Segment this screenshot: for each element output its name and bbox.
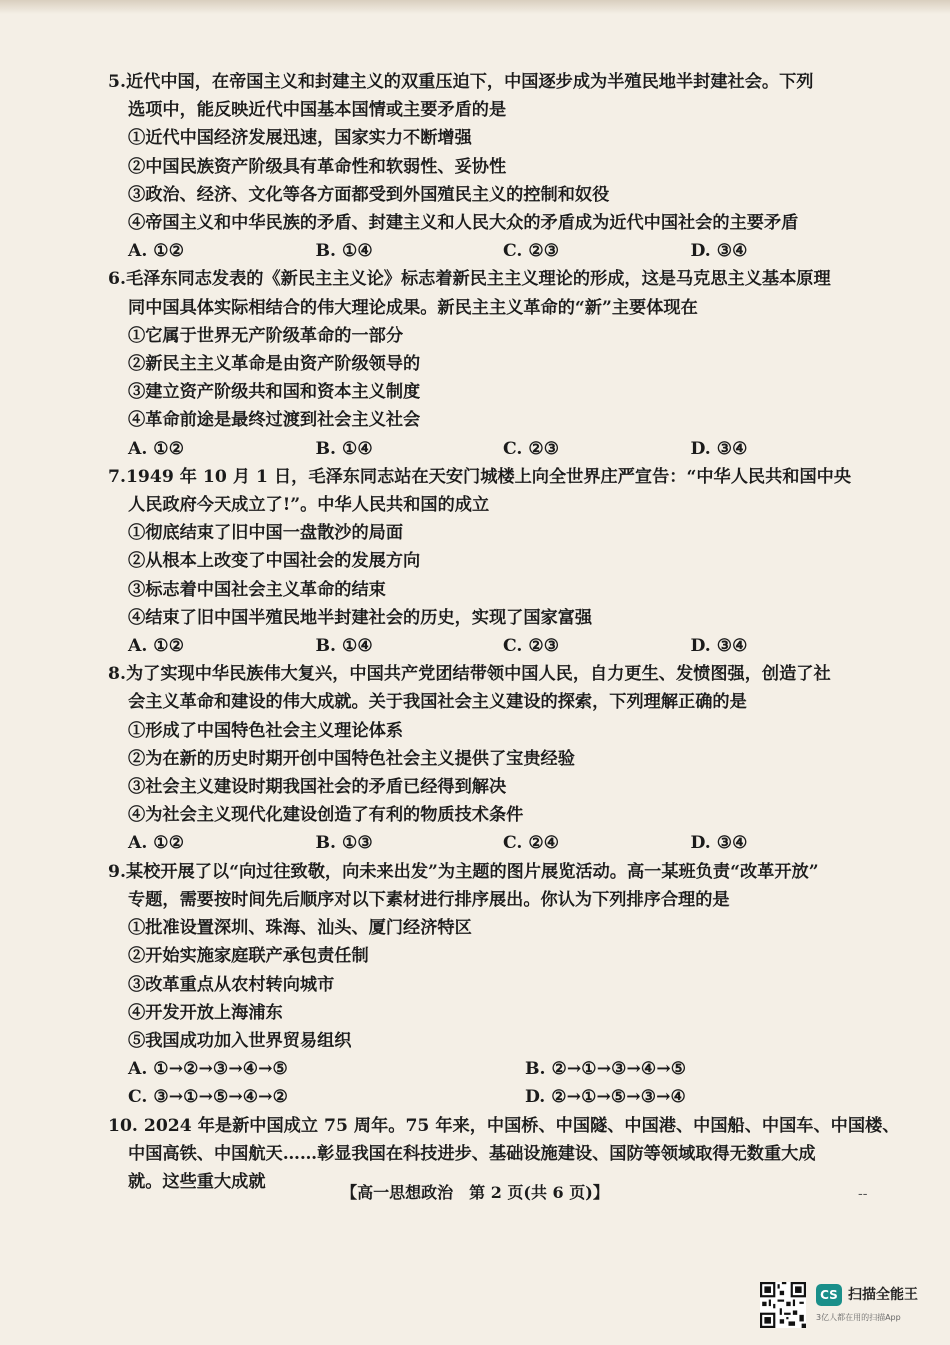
question-5	[108, 68, 878, 265]
option-item: ③建立资产阶级共和国和资本主义制度	[128, 382, 421, 403]
option-item: ④结束了旧中国半殖民地半封建社会的历史，实现了国家富强	[128, 607, 593, 628]
choice-d: D. ③④	[690, 241, 748, 262]
question-stem-line: 就。这些重大成就	[128, 1171, 266, 1192]
option-item: ②中国民族资产阶级具有革命性和软弱性、妥协性	[128, 156, 507, 177]
choice-d: D. ③④	[690, 833, 748, 854]
answer-choices	[108, 632, 878, 660]
question-stem-line: 选项中，能反映近代中国基本国情或主要矛盾的是	[128, 100, 507, 121]
answer-choices	[108, 829, 878, 857]
option-item: ①它属于世界无产阶级革命的一部分	[128, 325, 404, 346]
choice-a: A. ①②	[128, 438, 185, 459]
choice-b: B. ①④	[315, 636, 373, 657]
question-stem-line: 会主义革命和建设的伟大成就。关于我国社会主义建设的探索，下列理解正确的是	[128, 692, 747, 713]
option-item: ④为社会主义现代化建设创造了有利的物质技术条件	[128, 805, 524, 826]
question-7	[108, 463, 878, 660]
choice-b: B. ②→①→③→④→⑤	[525, 1059, 687, 1080]
option-item: ④开发开放上海浦东	[128, 1002, 283, 1023]
question-stem-line: 9.某校开展了以“向过往致敬，向未来出发”为主题的图片展览活动。高一某班负责“改革开放”	[108, 861, 819, 882]
choice-d: D. ③④	[690, 636, 748, 657]
watermark-tagline: 3亿人都在用的扫描App	[816, 1313, 901, 1322]
option-item: ②开始实施家庭联产承包责任制	[128, 946, 369, 967]
footer-mark: --	[858, 1186, 868, 1202]
choice-c: C. ②③	[503, 438, 560, 459]
question-stem-line: 7.1949 年 10 月 1 日，毛泽东同志站在天安门城楼上向全世界庄严宣告：“中华人民共和国中央	[108, 466, 852, 487]
qr-code-icon	[760, 1282, 806, 1328]
choice-b: B. ①④	[315, 438, 373, 459]
option-item: ①彻底结束了旧中国一盘散沙的局面	[128, 523, 404, 544]
choice-d: D. ③④	[690, 438, 748, 459]
choice-a: A. ①②	[128, 241, 185, 262]
answer-choices	[108, 1055, 878, 1111]
option-item: ③社会主义建设时期我国社会的矛盾已经得到解决	[128, 777, 507, 798]
choice-b: B. ①④	[315, 241, 373, 262]
watermark-app-name: 扫描全能王	[848, 1287, 918, 1303]
scanner-watermark	[760, 1282, 930, 1338]
choice-a: A. ①②	[128, 833, 185, 854]
question-stem-line: 同中国具体实际相结合的伟大理论成果。新民主主义革命的“新”主要体现在	[128, 297, 698, 318]
option-item: ①形成了中国特色社会主义理论体系	[128, 720, 404, 741]
option-item: ③政治、经济、文化等各方面都受到外国殖民主义的控制和奴役	[128, 184, 610, 205]
option-item: ①批准设置深圳、珠海、汕头、厦门经济特区	[128, 918, 472, 939]
question-6	[108, 265, 878, 462]
option-item: ①近代中国经济发展迅速，国家实力不断增强	[128, 128, 472, 149]
question-9	[108, 858, 878, 1112]
choice-c: C. ③→①→⑤→④→②	[128, 1087, 288, 1108]
exam-page	[108, 68, 900, 1196]
question-stem-line: 中国高铁、中国航天……彰显我国在科技进步、基础设施建设、国防等领域取得无数重大成	[128, 1143, 816, 1164]
question-stem-line: 人民政府今天成立了!”。中华人民共和国的成立	[128, 495, 490, 516]
answer-choices	[108, 237, 878, 265]
option-item: ③改革重点从农村转向城市	[128, 974, 335, 995]
choice-a: A. ①→②→③→④→⑤	[128, 1059, 288, 1080]
page-footer: 【高一思想政治 第 2 页(共 6 页)】	[341, 1183, 609, 1202]
choice-b: B. ①③	[315, 833, 373, 854]
scan-edge-shadow	[0, 0, 950, 14]
choice-d: D. ②→①→⑤→③→④	[525, 1087, 686, 1108]
question-stem-line: 10. 2024 年是新中国成立 75 周年。75 年来，中国桥、中国隧、中国港、中国船、中国车、中国楼、	[108, 1115, 900, 1136]
question-stem-line: 5.近代中国，在帝国主义和封建主义的双重压迫下，中国逐步成为半殖民地半封建社会。下列	[108, 72, 814, 92]
choice-c: C. ②④	[503, 833, 560, 854]
choice-a: A. ①②	[128, 636, 185, 657]
answer-choices	[108, 435, 878, 463]
option-item: ④帝国主义和中华民族的矛盾、封建主义和人民大众的矛盾成为近代中国社会的主要矛盾	[128, 213, 799, 234]
choice-c: C. ②③	[503, 636, 560, 657]
option-item: ③标志着中国社会主义革命的结束	[128, 579, 386, 600]
option-item: ⑤我国成功加入世界贸易组织	[128, 1030, 352, 1051]
choice-c: C. ②③	[503, 241, 560, 262]
question-stem-line: 6.毛泽东同志发表的《新民主主义论》标志着新民主主义理论的形成，这是马克思主义基本原理	[108, 269, 831, 290]
question-8	[108, 660, 878, 857]
camscanner-logo: CS	[816, 1284, 842, 1306]
question-stem-line: 8.为了实现中华民族伟大复兴，中国共产党团结带领中国人民，自力更生、发愤图强，创造了社	[108, 664, 831, 685]
option-item: ②新民主主义革命是由资产阶级领导的	[128, 354, 421, 375]
option-item: ②从根本上改变了中国社会的发展方向	[128, 551, 421, 572]
option-item: ②为在新的历史时期开创中国特色社会主义提供了宝贵经验	[128, 748, 575, 769]
option-item: ④革命前途是最终过渡到社会主义社会	[128, 410, 421, 431]
question-stem-line: 专题，需要按时间先后顺序对以下素材进行排序展出。你认为下列排序合理的是	[128, 889, 730, 910]
